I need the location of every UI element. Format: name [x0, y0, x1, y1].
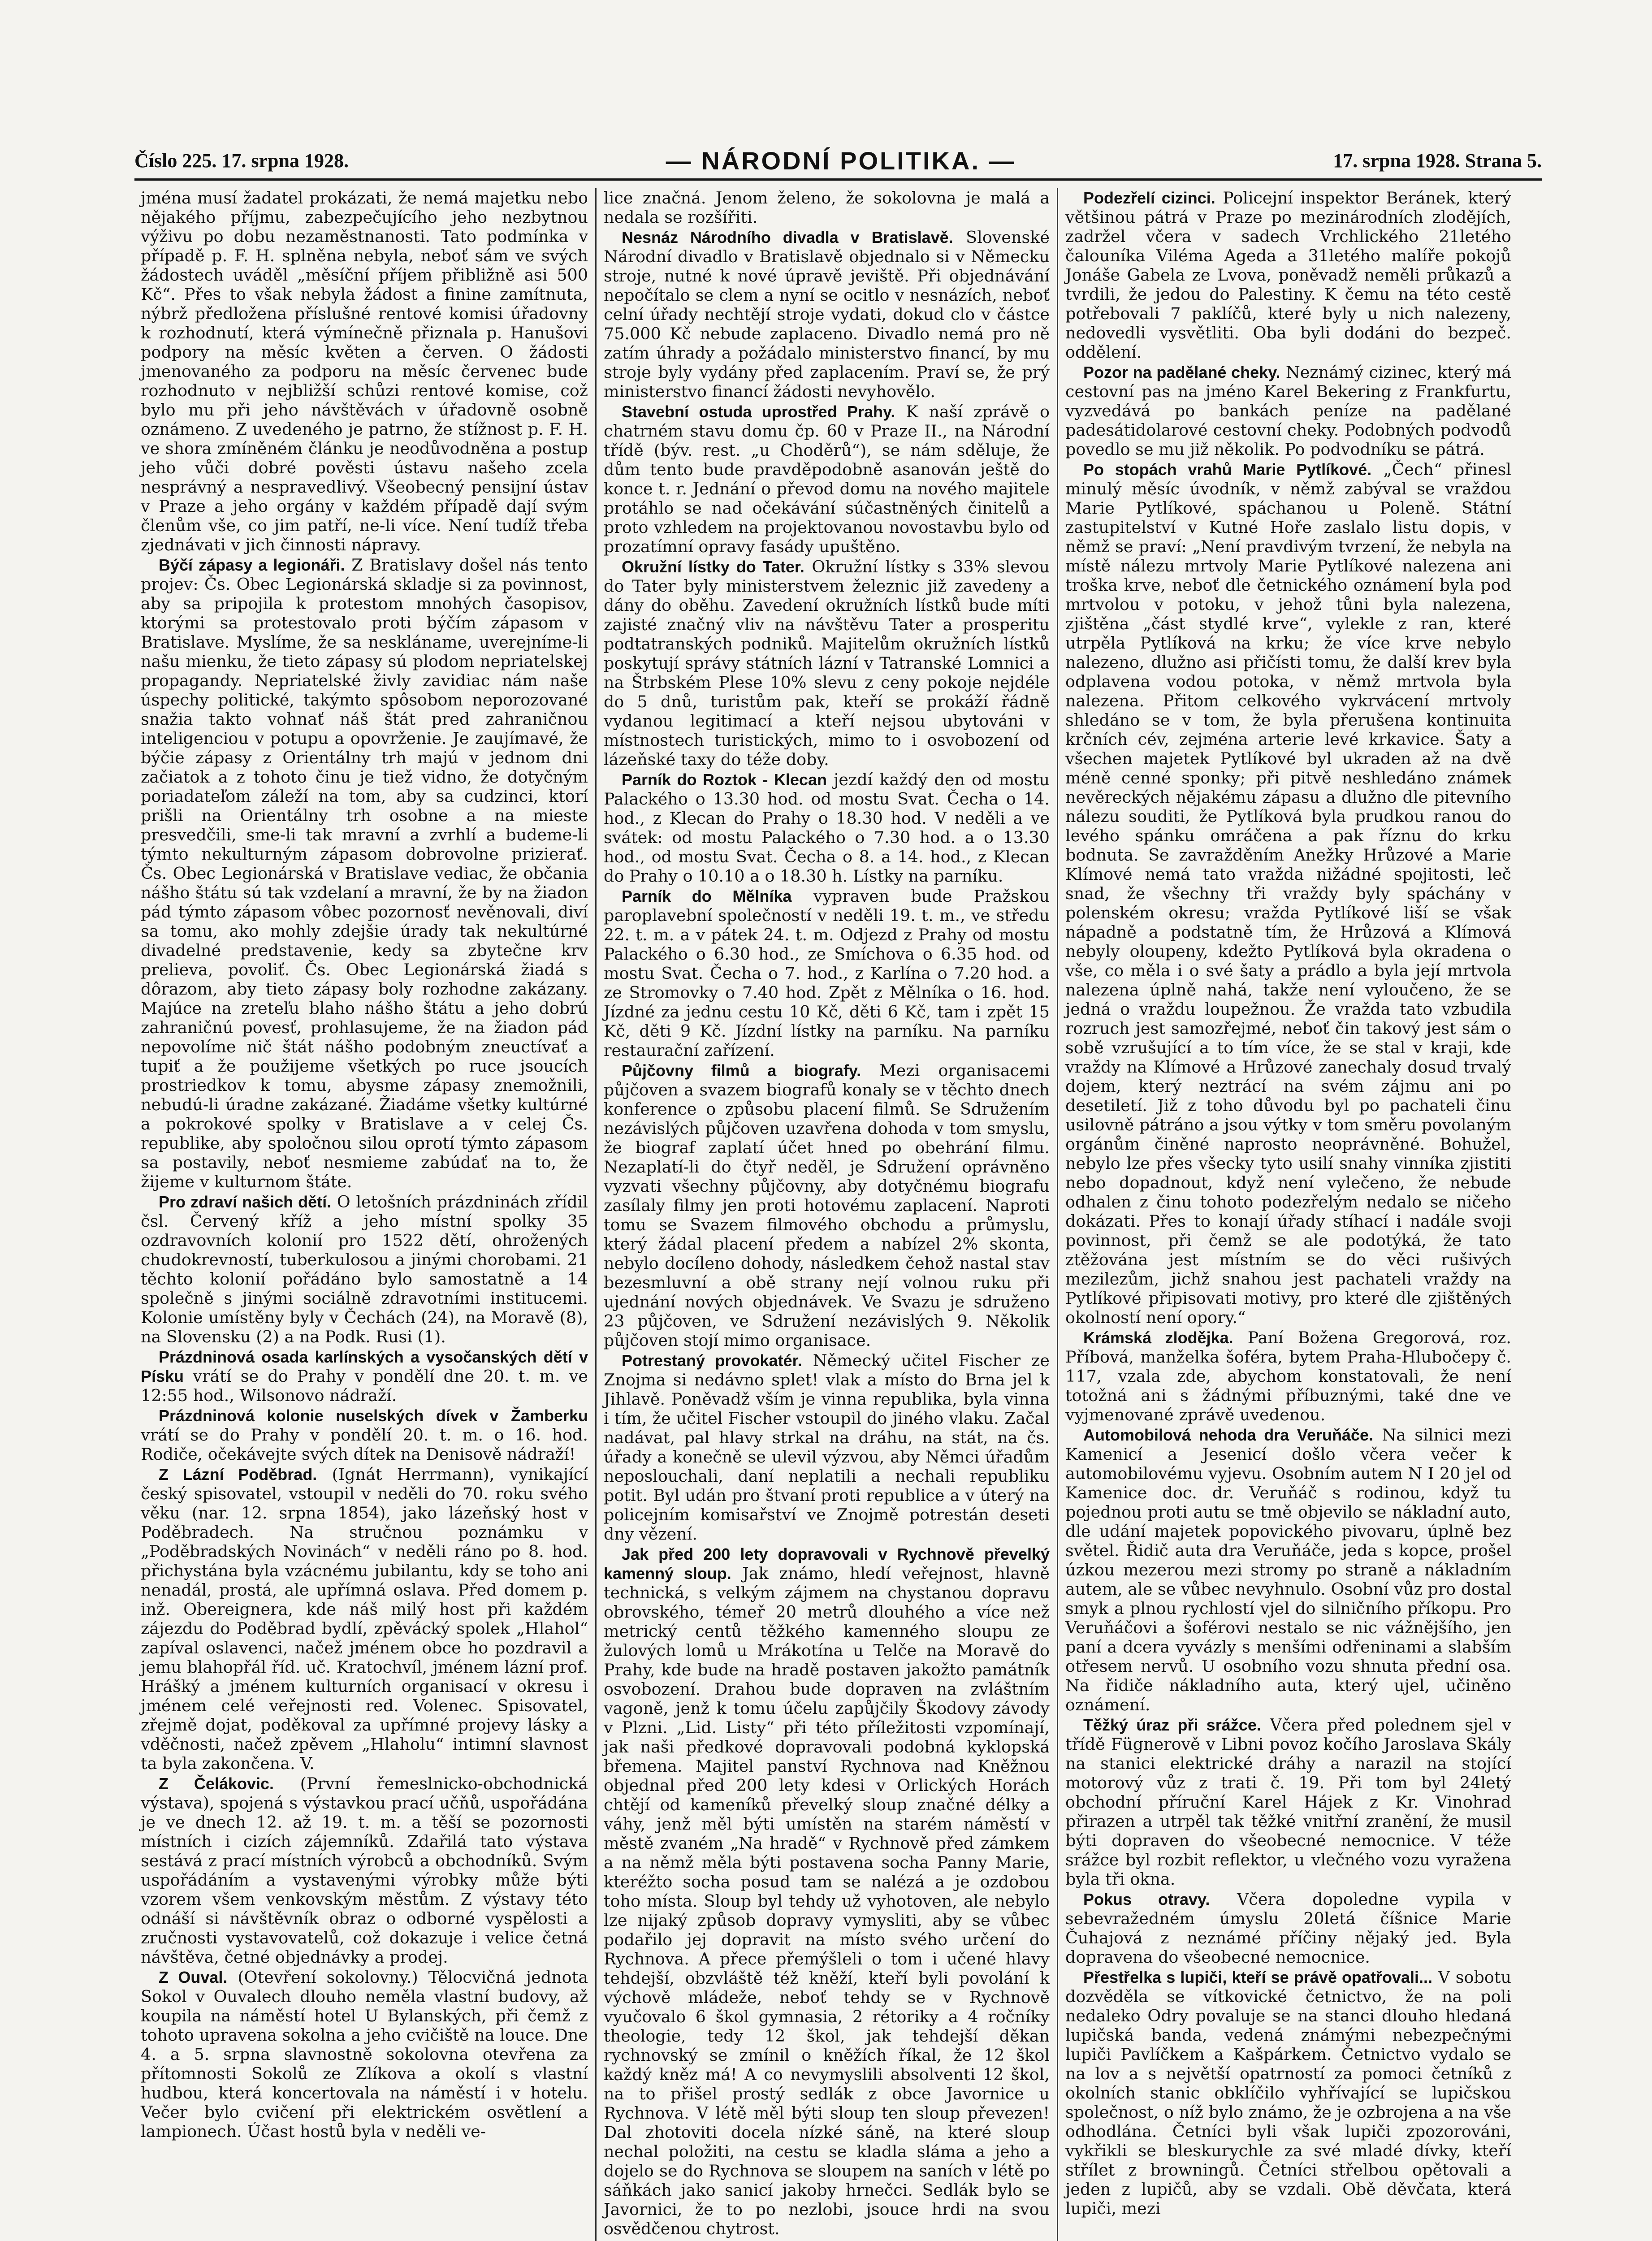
article-headline: Pokus otravy.	[1083, 1890, 1210, 1908]
article	[604, 770, 1050, 886]
article	[1065, 1715, 1511, 1889]
article-headline: Z Čelákovic.	[159, 1774, 274, 1793]
article	[604, 188, 1050, 227]
article-text: Slovenské Národní divadlo v Bratislavě objednalo si v Německu stroje, nutné k nové úpravě jeviště. Při objednávání nepočítalo se clem a nyní se ocitlo v nesnázích, neboť celní úřady nechtějí stroje vydati, dokud clo v částce 75.000 Kč nebude zaplaceno. Divadlo nemá pro ně zatím úhrady a požádalo ministerstvo financí, by mu stroje byly vydány před zaplacením. Praví se, že prý ministerstvo financí žádosti nevyhovělo.	[604, 228, 1050, 401]
article	[604, 1061, 1050, 1350]
article	[141, 555, 588, 1191]
article	[604, 557, 1050, 769]
article	[604, 1351, 1050, 1544]
article	[1065, 363, 1511, 459]
article	[604, 887, 1050, 1060]
article-headline: Z Lázní Poděbrad.	[159, 1465, 317, 1484]
article-text: (Otevření sokolovny.) Tělocvičná jednota Sokol v Ouvalech dlouho neměla vlastní budovy, až koupila na náměstí hotel U Bylanských, při čemž z tohoto upravena sokolna a jeho cvičiště na louce. Dne 4. a 5. srpna slavnostně sokolovna otevřena za přítomnosti Sokolů ze Zlíkova a okolí s vlastní hudbou, která koncertovala na náměstí i v hotelu. Večer bylo cvičení při elektrickém osvětlení a lampionech. Účast hostů byla v neděli ve-	[141, 1968, 588, 2141]
columns	[134, 188, 1545, 2241]
article	[141, 1465, 588, 1773]
article	[1065, 188, 1511, 362]
article-headline: Automobilová nehoda dra Veruňáče.	[1083, 1426, 1374, 1444]
article	[1065, 1328, 1511, 1424]
article-headline: Půjčovny filmů a biografy.	[622, 1061, 861, 1080]
article-text: O letošních prázdninách zřídil čsl. Červený kříž a jeho místní spolky 35 ozdravovních kolonií pro 1522 dětí, ohrožených chudokrevností, tuberkulosou a jinými chorobami. 21 těchto kolonií pořádáno bylo samostatně a 14 společně s jinými sociálně zdravotními institucemi. Kolonie umístěny byly v Čechách (24), na Moravě (8), na Slovensku (2) a na Podk. Rusi (1).	[141, 1192, 588, 1346]
article	[604, 1544, 1050, 2238]
article	[141, 1192, 588, 1346]
article-headline: Parník do Mělníka	[622, 887, 792, 905]
article-headline: Pro zdraví našich dětí.	[159, 1193, 332, 1211]
article-text: Včera před polednem sjel v třídě Fügnerově v Libni povoz kočího Jaroslava Skály na stanici elektrické dráhy a narazil na stojící motorový vůz z trati č. 19. Při tom byl 24letý obchodní příruční Karel Hájek z Kr. Vinohrad přirazen a utrpěl tak těžké vnitřní zranění, že musil býti dopraven do všeobecné nemocnice. V téže srážce byl rozbit reflektor, u vlečného vozu vyražena byla tři okna.	[1065, 1715, 1511, 1889]
article	[141, 1774, 588, 1967]
article-headline: Parník do Roztok - Klecan	[622, 770, 827, 789]
masthead	[134, 143, 1542, 181]
article-headline: Podezřelí cizinci.	[1083, 189, 1215, 207]
article-headline: Nesnáz Národního divadla v Bratislavě.	[622, 228, 953, 247]
issue-number: Číslo 225. 17. srpna 1928.	[134, 149, 349, 172]
article-headline: Jak před 200 lety dopravovali v Rychnově převelký kamenný sloup.	[604, 1545, 1050, 1583]
article-headline: Prázdninová kolonie nuselských dívek v Žamberku	[159, 1406, 588, 1425]
article	[1065, 460, 1511, 1327]
article-text: „Čech“ přinesl minulý měsíc úvodník, v němž zabýval se vraždou Marie Pytlíkové, spáchanou u Poleně. Státní zastupitelství v Kutné Hoře zaslalo listu dopis, v němž se praví: „Není pravdivým tvrzení, že nebyla na místě nálezu mrtvoly Marie Pytlíkové nalezena ani troška krve, neboť dle četnického oznámení byla pod mrtvolou v potoku, v jehož tůni byla nalezena, zjištěna „část stydlé krve“, vylekle z ran, které utrpěla Pytlíková na krku; že více krve nebylo nalezeno, dlužno asi přičísti tomu, že další krev byla odplavena vodou potoka, v němž mrtvola byla nalezena. Přitom celkového vykrvácení mrtvoly shledáno se v tom, že byla přerušena kontinuita krčních cév, zejména arterie levé krkavice. Šaty a všechen majetek Pytlíkové byl ukraden až na dvě méně cenné sponky; při pitvě neshledáno známek nevěreckých nějakému zápasu a dlužno dle pitevního nálezu souditi, že Pytlíková byla prudkou ranou do levého spánku omráčena a pak říznu do krku bodnuta. Se zavražděním Anežky Hrůzové a Marie Klímové nemá tato vražda nižádné spojitosti, leč snad, že všechny tři vraždy byly spáchány v polenském okresu; vražda Pytlíkové liší se však nápadně a podstatně tím, že Hrůzová a Klímová nebyly oloupeny, kdežto Pytlíková byla okradena o vše, co měla i o své šaty a prádlo a byla její mrtvola nalezena úplně nahá, takže není vyloučeno, že se jedná o vraždu loupežnou. Že vražda tato vzbudila rozruch jest samozřejmé, neboť čin takový jest sám o sobě vzrušující a to tím více, že se stal v kraji, kde vraždy na Klímové a Hrůzové zanechaly dosud trvalý dojem, který neztrácí na svém zájmu ani po desetiletí. Již z toho důvodu byl po pachateli činu usilovně pátráno a jsou výtky v tom směru povolaným orgánům činěné naprosto neoprávněné. Bohužel, nebylo lze přes všecky tyto usilí snahy vinníka zjistiti nebo dopadnout, když není vylečeno, že nebude odhalen z činu tohoto podezřelým nedalo se ničeho dokázati. Přes to konají úřady stíhací i nadále svoji povinnost, při čemž se ale podotýká, že tato ztěžována jest místním se do věci rušivých mezilezům, jichž snahou jest pachateli vraždy na Pytlíkové připisovati motivy, pro které dle zjištěných okolností není opory.“	[1065, 460, 1511, 1327]
article-text: Na silnici mezi Kamenicí a Jesenicí došlo včera večer k automobilovému vyjevu. Osobním autem N I 20 jel od Kamenice doc. dr. Veruňáč s rodinou, když tu pojednou proti autu se tmě objevilo se nákladní auto, dle udání majetek popovického pivovaru, úplně bez světel. Řidič auta dra Veruňáče, jeda s kopce, prošel úzkou mezerou mezi stromy po straně a nákladním autem, ale se vůbec nevyhnulo. Osobní vůz pro dostal smyk a plnou rychlostí vjel do silničního příkopu. Pro Veruňáčovi a šoférovi nestalo se nic vážnějšího, jen paní a dcera vyvázly s menšími odřeninami a slabším otřesem nervů. U osobního vozu shnuta přední osa. Na řidiče nákladního auta, který ujel, učiněno oznámení.	[1065, 1425, 1511, 1714]
article-headline: Těžký úraz při srážce.	[1083, 1716, 1261, 1734]
article	[1065, 1968, 1511, 2218]
column-3	[1057, 188, 1518, 2241]
article-headline: Potrestaný provokatér.	[622, 1351, 802, 1370]
article-text: Neznámý cizinec, který má cestovní pas na jméno Karel Bekering z Frankfurtu, vyzvedává po bankách peníze na padělané padesátidolarové cestovní cheky. Podobných podvodů povedlo se mu již několik. Po podvodníku se pátrá.	[1065, 363, 1512, 459]
article-text: (První řemeslnicko-obchodnická výstava), spojená s výstavkou prací učňů, uspořádána je ve dnech 12. až 19. t. m. a těší se pozornosti místních i cizích zájemníků. Zdařilá tato výstava sestává z prací místních výrobců a obchodníků. Svým uspořádáním a vystavenými výrobky může býti vzorem všem venkovským městům. Z výstavy této odnáší si návštěvník obraz o odborné vyspělosti a zručnosti vystavovatelů, což dokazuje i velice četná návštěva, četné objednávky a prodej.	[141, 1774, 588, 1967]
page-info: 17. srpna 1928. Strana 5.	[1333, 149, 1542, 172]
article	[141, 188, 588, 554]
article	[141, 1406, 588, 1464]
article-text: vypraven bude Pražskou paroplavební společností v neděli 19. t. m., ve středu 22. t. m. a v pátek 24. t. m. Odjezd z Prahy od mostu Palackého o 6.30 hod., ze Smíchova o 6.35 hod. od mostu Svat. Čecha o 7. hod., z Karlína o 7.20 hod. a ze Stromovky o 7.40 hod. Zpět z Mělníka o 16. hod. Jízdné za jednu cestu 10 Kč, děti 6 Kč, tam i zpět 15 Kč, děti 9 Kč. Jízdní lístky na parníku. Na parníku restaurační zařízení.	[604, 887, 1050, 1060]
article	[604, 228, 1050, 401]
article-headline: Pozor na padělané cheky.	[1083, 363, 1280, 381]
newspaper-title: — NÁRODNÍ POLITIKA. —	[666, 146, 1016, 175]
article-text: (Ignát Herrmann), vynikající český spisovatel, vstoupil v neděli do 70. roku svého věku (nar. 12. srpna 1854), jako lázeňský host v Poděbradech. Na stručnou poznámku v „Poděbradských Novinách“ v neděli ráno po 8. hod. přichystána byla vzácnému jubilantu, kdy se toho ani nenadál, prostá, ale upřímná oslava. Před domem p. inž. Obereignera, kde náš milý host při každém zájezdu do Poděbrad bydlí, zpěvácký spolek „Hlahol“ zapíval oslavenci, načež jménem obce ho pozdravil a jemu blahopřál říd. uč. Kratochvíl, jménem lázní prof. Hrášký a jménem kulturních organisací v okresu i jménem celé veřejnosti red. Volenec. Spisovatel, zřejmě dojat, poděkoval za upřímné projevy lásky a vděčnosti, načež zpěvem „Hlaholu“ intimní slavnost ta byla zakončena. V.	[141, 1465, 588, 1773]
article-headline: Okružní lístky do Tater.	[622, 558, 804, 576]
article-headline: Přestřelka s lupiči, kteří se právě opatřovali...	[1083, 1968, 1432, 1986]
article-text: Mezi organisacemi půjčoven a svazem biografů konaly se v těchto dnech konference o způsobu placení filmů. Se Sdružením nezávislých půjčoven uzavřena dohoda v tom smyslu, že biograf zaplatí účet hned po obehrání filmu. Nezaplatí-li do čtyř neděl, je Sdružení oprávněno vyzvati všechny půjčovny, aby dotyčnému biografu zasílaly filmy jen proti hotovému zaplacení. Naproti tomu se Svazem filmového obchodu a průmyslu, který žádal placení předem a nabízel 2% skonta, nebylo docíleno dohody, následkem čehož nastal stav bezesmluvní a obě strany nejí volnou ruku při ujednání nových objednávek. Ve Svazu je sdruženo 23 půjčoven, ve Sdružení nezávislých 9. Několik půjčoven stojí mimo organisace.	[604, 1061, 1050, 1350]
article-text: Okružní lístky s 33% slevou do Tater byly ministerstvem železnic již zavedeny a dány do oběhu. Zavedení okružních lístků bude míti zajisté značný vliv na návštěvu Tater a prosperitu podtatranských podniků. Majitelům okružních lístků poskytují správy státních lázní v Tatranské Lomnici a na Štrbském Plese 10% slevu z ceny pokoje nejdéle do 5 dnů, turistům pak, kteří se prokáží řádně vydanou legitimací a kteří nejsou ubytováni v místnostech turistických, mimo to i osvobození od lázeňské taxy do téže doby.	[604, 557, 1050, 769]
article	[1065, 1890, 1511, 1967]
article-text: Jak známo, hledí veřejnost, hlavně technická, s velkým zájmem na chystanou dopravu obrovského, témeř 20 metrů dlouhého a více než metrický centů těžkého kamenného sloupu ze žulových lomů u Mrákotína u Telče na Moravě do Prahy, kde bude na hradě postaven jakožto památník osvobození. Drahou bude dopraven na zvláštním vagoně, jenž k tomu účelu zapůjčily Škodovy závody v Plzni. „Lid. Listy“ při této příležitosti vzpomínají, jak naši předkové dopravovali podobná kyklopská břemena. Majitel panství Rychnova nad Kněžnou objednal před 200 lety kdesi v Orlických Horách chtějí od kameníků převelký sloup značné délky a váhy, jenž měl býti umístěn na starém náměstí v městě zvaném „Na hradě“ v Rychnově před zámkem a na němž měla býti postavena socha Panny Marie, kteréžto socha posud tam se nalézá a je ozdobou toho místa. Sloup byl tehdy už vyhotoven, ale nebylo lze nijaký způsob dopravy vymysliti, aby se vůbec podařilo jej dopravit na místo svého určení do Rychnova. A přece přemýšleli o tom i učené hlavy tehdejší, obzvláště též kněží, kteří byli povolání k výchově mládeže, neboť tehdy se v Rychnově vyučovalo 6 škol gymnasia, 2 rétoriky a 4 ročníky theologie, tedy 12 škol, jak tehdejší děkan rychnovský se zmínil o kněžích říkal, že 12 škol každý kněz má! A co nevymyslili absolventi 12 škol, na to přišel prostý sedlák z obce Javornice u Rychnova. V létě měl býti sloup ten sloup převezen! Dal zhotoviti docela nízké sáně, na které sloup nechal položiti, na cestu se kladla sláma a jeho a dojelo se do Rychnova se sloupem na saních v létě po sáňkách jako sanicí jakoby hrnečci. Sedlák bylo se Javornici, že to po nezlobi, jsouce hrdi na svou osvědčenou chytrost.	[604, 1564, 1050, 2238]
article-text: jména musí žadatel prokázati, že nemá majetku nebo nějakého příjmu, zabezpečujícího jeho nezbytnou výživu po dobu nezaměstnanosti. Tato podmínka v případě p. F. H. splněna nebyla, neboť sám ve svých žádostech uváděl „měsíční příjem přibližně asi 500 Kč“. Přes to však nebyla žádost a finine zamítnuta, nýbrž předložena příslušné rentové komisi úřadovny k rozhodnutí, která výmínečně přiznala p. Hanušovi podpory na měsíc květen a červen. O žádosti jmenovaného za podporu na měsíc červenec bude rozhodnuto v nejbližší schůzi rentové komise, což bylo mu při jeho návštěvách v úřadovně osobně oznámeno. Z uvedeného je patrno, že stížnost p. F. H. ve shora zmíněném článku je neodůvodněna a postup jeho vůči dobré pověsti ústavu našeho zcela nesprávný a nespravedlivý. Všeobecný pensijní ústav v Praze a jeho orgány v každém případě dají svým členům vše, co jim patří, ne-li více. Není tudíž třeba zjednávati v jich činnosti nápravy.	[141, 188, 588, 554]
article-text: Policejní inspektor Beránek, který většinou pátrá v Praze po mezinárodních zlodějích, zadržel včera v sadech Vrchlického 21letého čalouníka Viléma Ageda a 31letého malíře pokojů Jonáše Gabela ze Lvova, poněvadž neměli průkazů a tvrdili, že jedou do Palestiny. K čemu na této cestě potřebovali 7 paklíčů, které byly u nich nalezeny, nedovedli vysvětliti. Oba byli dodáni do bezpeč. oddělení.	[1065, 188, 1512, 362]
article-headline: Z Ouval.	[159, 1968, 228, 1986]
article-headline: Stavební ostuda uprostřed Prahy.	[622, 402, 895, 421]
article-text: K naší zprávě o chatrném stavu domu čp. 60 v Praze II., na Národní třídě (býv. rest. „u Choděrů“), se nám sděluje, že dům tento bude pravděpodobně asanován ještě do konce t. r. Jednání o převod domu na nového majitele protáhlo se nad očekávání súčastněných činitelů a proto vzhledem na projektovanou novostavbu bylo od prozatímní opravy fasády upuštěno.	[604, 402, 1050, 556]
article-text: Paní Božena Gregorová, roz. Příbová, manželka šoféra, bytem Praha-Hlubočepy č. 117, vzala zde, abychom konstatovali, že není totožná ani s žádnými příbuznými, také dne ve vyjmenované zprávě uvedenou.	[1065, 1328, 1511, 1424]
article	[604, 402, 1050, 556]
article-text: Včera dopoledne vypila v sebevražedném úmyslu 20letá číšnice Marie Čuhajová z neznámé příčiny nějaký jed. Byla dopravena do všeobecné nemocnice.	[1065, 1890, 1512, 1967]
article-text: V sobotu dozvěděla se vítkovické četnictvo, že na poli nedaleko Odry povaluje se na stanci dlouho hledaná lupičská banda, vedená známými nebezpečnými lupiči Pavlíčkem a Kašpárkem. Četnictvo vydalo se na lov a s největší opatrností za pomoci četníků z okolních stanic obklíčilo vyhřívající se lupičskou společnost, o níž bylo známo, že je ozbrojena a na vše odhodlána. Četníci byli však lupiči zpozorováni, vykřikli se bleskurychle za své mladé dívky, kteří střílet z browningů. Četníci střelbou opětovali a jeden z lupičů, aby se vzdali. Obě děvčata, která lupiči, mezi	[1065, 1968, 1512, 2218]
column-1	[134, 188, 595, 2241]
article-text: vrátí se do Prahy v pondělí 20. t. m. o 16. hod. Rodiče, očekávejte svých dítek na Denisově nádraží!	[141, 1425, 588, 1464]
article-headline: Po stopách vrahů Marie Pytlíkové.	[1083, 460, 1372, 479]
article-text: vrátí se do Prahy v pondělí dne 20. t. m. ve 12:55 hod., Wilsonovo nádraží.	[141, 1367, 588, 1405]
article-text: lice značná. Jenom želeno, že sokolovna je malá a nedala se rozšířiti.	[604, 188, 1050, 227]
article-text: Z Bratislavy došel nás tento projev: Čs. Obec Legionárská skladje si za povinnost, aby sa pripojila k protestom mnohých časopisov, ktorými sa protestovalo proti býčím zápasom v Bratislave. Myslíme, že sa neskláname, uverejníme-li našu mienku, že tieto zápasy sú plodom nepriatelskej propagandy. Nepriatelské živly zavidiac nám naše úspechy politické, takýmto spôsobom neporozované snažia takto vohnať náš štát pred zahraničnou inteligenciou v potupu a opovrženie. Je zaujímavé, že býčie zápasy z Orientálny trh majú v jednom dni začiatok a z tohoto činu je tiež vidno, že dotyčným poriadateľom záleží na tom, aby sa cudzinci, ktorí prišli na Orientálny trh osobne a na mieste presvedčili, sme-li tak mravní a zvrhlí a budeme-li týmto nekulturným zápasom dobrovolne prizierať. Čs. Obec Legionárská v Bratislave vediac, že občania nášho štátu sú tak vzdelaní a mravní, že by na žiadon pád týmto zápasom vôbec pozornosť nevěnovali, diví sa tomu, ako mohly zdejšie úrady tak nekultúrné divadelné predstavenie, kedy sa zbytečne krv prelieva, povoliť. Čs. Obec Legionárská žiadá s dôrazom, aby tieto zápasy boly rozhodne zakázany. Majúce na zreteľu blaho nášho štátu a jeho dobrú zahraničnú povesť, prohlasujeme, že na žiadon pád nepovolíme nič štát nášho podobným zneuctívať a tupiť a že použijeme všetkých po ruce jsoucích prostriedkov k tomu, abysme zápasy znemožnili, nebudú-li úradne zakázané. Žiadáme všetky kultúrné a pokrokové spolky v Bratislave a v celej Čs. republike, aby spoločnou silou oprotí týmto zápasom sa postavily, neboť nesmieme zabúdať na to, že žijeme v kulturnom štáte.	[141, 555, 588, 1191]
article	[141, 1347, 588, 1405]
article	[141, 1968, 588, 2141]
article	[1065, 1425, 1511, 1714]
article-headline: Krámská zlodějka.	[1083, 1328, 1233, 1347]
article-headline: Býčí zápasy a legionáři.	[159, 556, 345, 574]
article-text: Německý učitel Fischer ze Znojma si nedávno splet! vlak a místo do Brna jel k Jihlavě. Poněvadž vším je vinna republika, byla vinna i tím, že učitel Fischer vstoupil do jiného vlaku. Začal nadávat, pal hlavy strkal na dráhu, na stát, na čs. úřady a konečně se ulevil výzvou, aby Němci úřadům neposlouchali, daní neplatili a nechali republiku potit. Byl udán pro štvaní proti republice a v úterý na policejním komisařství ve Znojmě potrestán deseti dny vězení.	[604, 1351, 1050, 1544]
article-headline: Prázdninová osada karlínských a vysočanských dětí v Písku	[141, 1348, 588, 1385]
column-2	[595, 188, 1057, 2241]
article-text: jezdí každý den od mostu Palackého o 13.30 hod. od mostu Svat. Čecha o 14. hod., z Klecan do Prahy o 18.30 hod. V neděli a ve svátek: od mostu Palackého o 7.30 hod. a o 13.30 hod., od mostu Svat. Čecha o 8. a 14. hod., z Klecan do Prahy o 10.10 a o 18.30 h. Lístky na parníku.	[604, 770, 1050, 886]
